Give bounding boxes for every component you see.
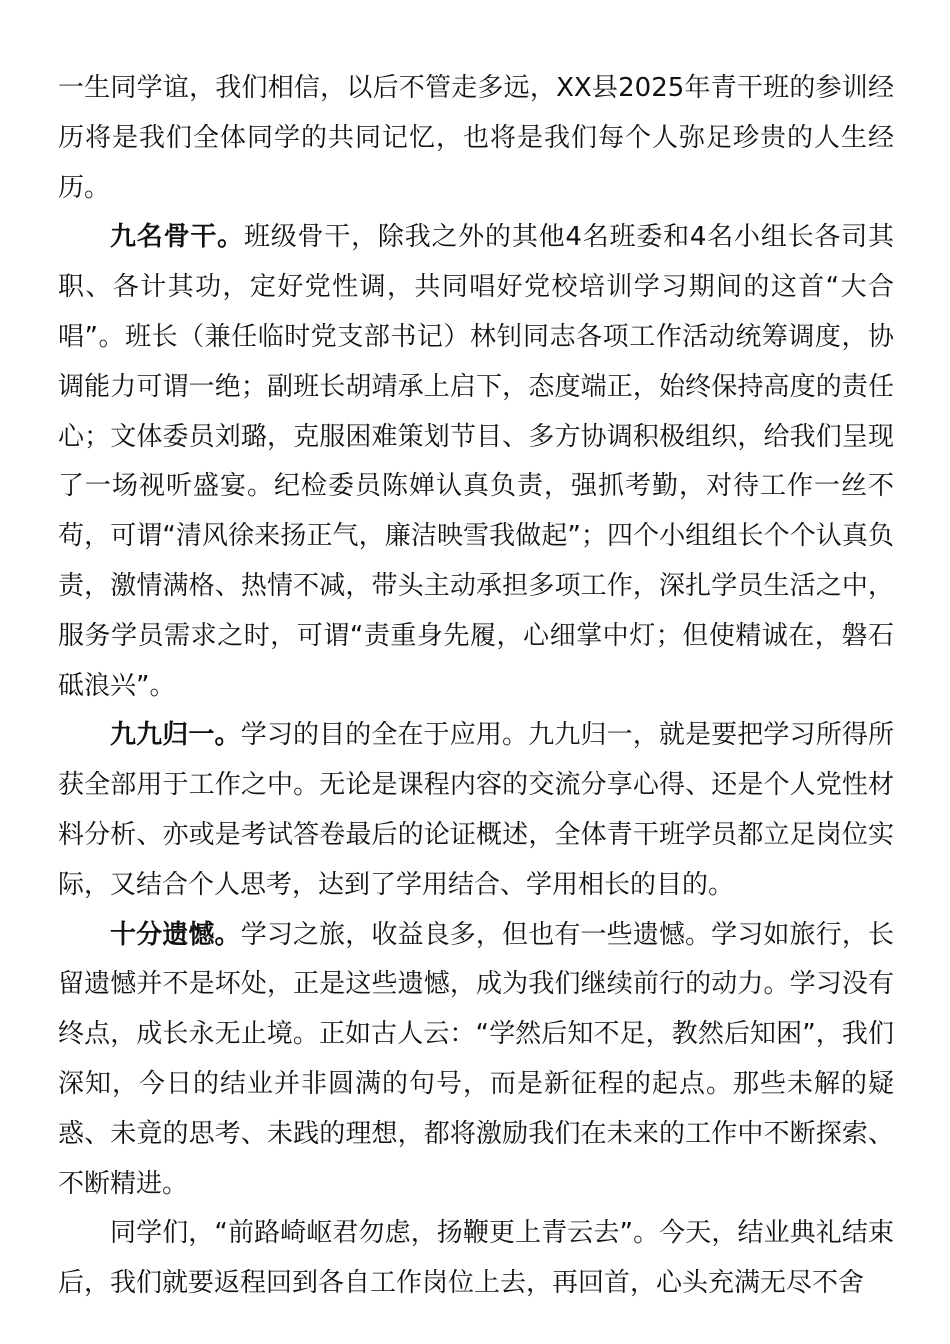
paragraph-regrets xyxy=(58,911,894,1210)
paragraph-nine-backbones-text: 班级骨干，除我之外的其他4名班委和4名小组长各司其职、各计其功，定好党性调，共同唱好党校培训学习期间的这首“大合唱”。班长（兼任临时党支部书记）林钊同志各项工作活动统筹调度，协调能力可谓一绝；副班长胡靖承上启下，态度端正，始终保持高度的责任心；文体委员刘璐，克服困难策划节目、多方协调积极组织，给我们呈现了一场视听盛宴。纪检委员陈婵认真负责，强抓考勤，对待工作一丝不苟，可谓“清风徐来扬正气，廉洁映雪我做起”；四个小组组长个个认真负责，激情满格、热情不减，带头主动承担多项工作，深扎学员生活之中，服务学员需求之时，可谓“责重身先履，心细掌中灯；但使精诚在，磐石砥浪兴”。 xyxy=(58,222,894,701)
paragraph-closing-text: 同学们，“前路崎岖君勿虑，扬鞭更上青云去”。今天，结业典礼结束后，我们就要返程回到各自工作岗位上去，再回首，心头充满无尽不舍 xyxy=(58,1218,894,1299)
paragraph-all-in-one-lead: 九九归一。 xyxy=(110,720,241,751)
paragraph-1-text: 一生同学谊，我们相信，以后不管走多远，XX县2025年青干班的参训经历将是我们全体同学的共同记忆，也将是我们每个人弥足珍贵的人生经历。 xyxy=(58,73,894,203)
document-page xyxy=(58,64,894,1309)
paragraph-all-in-one-text: 学习的目的全在于应用。九九归一，就是要把学习所得所获全部用于工作之中。无论是课程内容的交流分享心得、还是个人党性材料分析、亦或是考试答卷最后的论证概述，全体青干班学员都立足岗位实际，又结合个人思考，达到了学用结合、学用相长的目的。 xyxy=(58,720,894,900)
paragraph-nine-backbones xyxy=(58,213,894,711)
paragraph-all-in-one xyxy=(58,711,894,910)
paragraph-nine-backbones-lead: 九名骨干。 xyxy=(110,222,244,253)
paragraph-regrets-lead: 十分遗憾。 xyxy=(110,919,241,950)
paragraph-regrets-text: 学习之旅，收益良多，但也有一些遗憾。学习如旅行，长留遗憾并不是坏处，正是这些遗憾，成为我们继续前行的动力。学习没有终点，成长永无止境。正如古人云：“学然后知不足，教然后知困”，我们深知，今日的结业并非圆满的句号，而是新征程的起点。那些未解的疑惑、未竟的思考、未践的理想，都将激励我们在未来的工作中不断探索、不断精进。 xyxy=(58,919,894,1199)
paragraph-closing xyxy=(58,1209,894,1309)
paragraph-1 xyxy=(58,64,894,213)
